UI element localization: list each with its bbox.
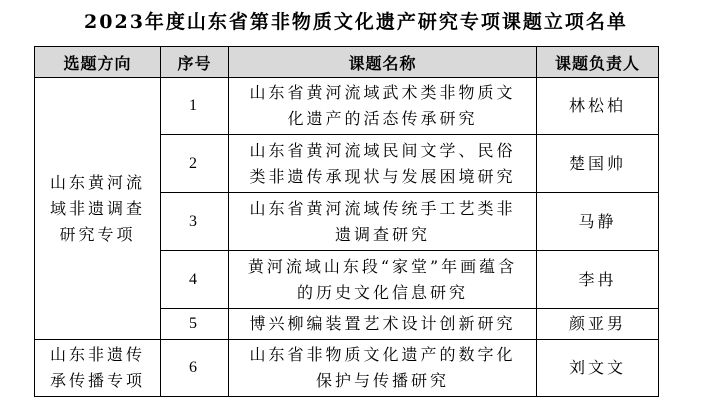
seq-cell: 3: [161, 193, 229, 251]
project-name-cell: 山东省非物质文化遗产的数字化保护与传播研究: [229, 340, 537, 397]
direction-cell-yellow-river: 山东黄河流域非遗调查研究专项: [35, 78, 161, 340]
project-list-table: [34, 46, 659, 397]
header-leader: 课题负责人: [537, 47, 659, 78]
project-name-cell: 山东省黄河流域民间文学、民俗类非遗传承现状与发展困境研究: [229, 135, 537, 193]
seq-cell: 6: [161, 340, 229, 397]
table-header-row: [35, 47, 659, 78]
leader-cell: 楚国帅: [537, 135, 659, 193]
leader-cell: 李冉: [537, 251, 659, 309]
document-title: 2023年度山东省第非物质文化遗产研究专项课题立项名单: [84, 11, 628, 33]
seq-cell: 5: [161, 309, 229, 340]
project-name-cell: 博兴柳编装置艺术设计创新研究: [229, 309, 537, 340]
header-seq: 序号: [161, 47, 229, 78]
header-name: 课题名称: [229, 47, 537, 78]
leader-cell: 林松柏: [537, 78, 659, 135]
project-name-cell: 黄河流域山东段“家堂”年画蕴含的历史文化信息研究: [229, 251, 537, 309]
table-row: [35, 340, 659, 397]
header-direction: 选题方向: [35, 47, 161, 78]
leader-cell: 马静: [537, 193, 659, 251]
project-name-cell: 山东省黄河流域武术类非物质文化遗产的活态传承研究: [229, 78, 537, 135]
seq-cell: 2: [161, 135, 229, 193]
seq-cell: 4: [161, 251, 229, 309]
project-name-cell: 山东省黄河流域传统手工艺类非遗调查研究: [229, 193, 537, 251]
leader-cell: 刘文文: [537, 340, 659, 397]
table-row: [35, 78, 659, 135]
direction-cell-transmission: 山东非遗传承传播专项: [35, 340, 161, 397]
seq-cell: 1: [161, 78, 229, 135]
leader-cell: 颜亚男: [537, 309, 659, 340]
